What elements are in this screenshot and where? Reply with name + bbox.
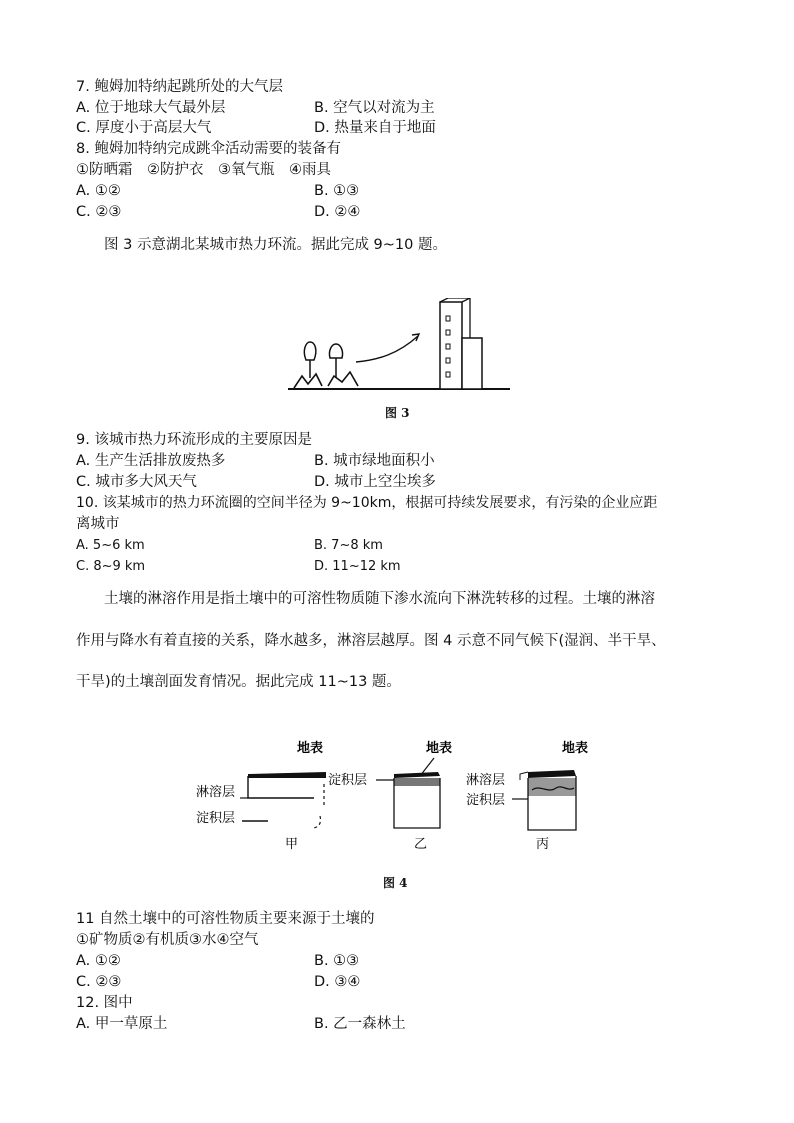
q8-option-d: D. ②④ [314, 204, 361, 220]
q8-option-c: C. ②③ [76, 204, 122, 220]
q10-option-d: D. 11~12 km [314, 559, 401, 574]
q10-option-c: C. 8~9 km [76, 559, 146, 574]
q10-option-b: B. 7~8 km [314, 538, 383, 553]
jia-surface-label: 地表 [297, 741, 324, 756]
yi-label: 乙 [414, 837, 428, 852]
q10-stem-line1: 10. 该某城市的热力环流圈的空间半径为 9~10km，根据可持续发展要求，有污染的企业应距 [76, 495, 658, 511]
jia-leach-label: 淋溶层 [196, 785, 236, 800]
q9-option-d: D. 城市上空尘埃多 [314, 474, 436, 490]
bing-label: 丙 [536, 837, 550, 852]
intro-figure-4-line2: 作用与降水有着直接的关系，降水越多，淋溶层越厚。图 4 示意不同气候下(湿润、半干旱、 [76, 633, 666, 649]
q11-stem: 11 自然土壤中的可溶性物质主要来源于土壤的 [76, 911, 375, 927]
yi-surface-label: 地表 [426, 741, 453, 756]
q10-option-a: A. 5~6 km [76, 538, 145, 553]
q7-option-a: A. 位于地球大气最外层 [76, 100, 226, 116]
q8-items: ①防晒霜 ②防护衣 ③氧气瓶 ④雨具 [76, 162, 331, 178]
figure-4-caption: 图 4 [383, 876, 408, 890]
q7-stem: 7. 鲍姆加特纳起跳所处的大气层 [76, 79, 283, 95]
q10-stem-line2: 离城市 [76, 516, 120, 532]
figure-4-soil-profiles [190, 736, 610, 856]
yi-deposit-label: 淀积层 [328, 773, 368, 788]
figure-3-heat-circulation [288, 298, 510, 394]
q12-option-b: B. 乙一森林土 [314, 1016, 406, 1032]
jia-deposit-label: 淀积层 [196, 811, 236, 826]
q8-stem: 8. 鲍姆加特纳完成跳伞活动需要的装备有 [76, 141, 341, 157]
q9-stem: 9. 该城市热力环流形成的主要原因是 [76, 432, 312, 448]
q9-option-a: A. 生产生活排放废热多 [76, 453, 226, 469]
q12-stem: 12. 图中 [76, 995, 133, 1011]
q11-items: ①矿物质②有机质③水④空气 [76, 932, 259, 948]
q8-option-b: B. ①③ [314, 183, 360, 199]
bing-leach-label: 淋溶层 [466, 773, 506, 788]
q8-option-a: A. ①② [76, 183, 121, 199]
intro-figure-4-line3: 干旱)的土壤剖面发育情况。据此完成 11~13 题。 [76, 674, 401, 690]
q11-option-c: C. ②③ [76, 974, 122, 990]
q11-option-b: B. ①③ [314, 953, 360, 969]
jia-label: 甲 [285, 837, 299, 852]
q7-option-b: B. 空气以对流为主 [314, 100, 435, 116]
bing-surface-label: 地表 [562, 741, 589, 756]
bing-deposit-label: 淀积层 [466, 793, 506, 808]
q9-option-b: B. 城市绿地面积小 [314, 453, 435, 469]
q11-option-d: D. ③④ [314, 974, 361, 990]
q7-option-d: D. 热量来自于地面 [314, 120, 436, 136]
intro-figure-4-line1: 土壤的淋溶作用是指土壤中的可溶性物质随下渗水流向下淋洗转移的过程。土壤的淋溶 [104, 591, 655, 607]
intro-figure-3: 图 3 示意湖北某城市热力环流。据此完成 9~10 题。 [104, 237, 447, 253]
q12-option-a: A. 甲一草原土 [76, 1016, 168, 1032]
q7-option-c: C. 厚度小于高层大气 [76, 120, 212, 136]
figure-3-caption: 图 3 [385, 406, 410, 420]
q11-option-a: A. ①② [76, 953, 121, 969]
q9-option-c: C. 城市多大风天气 [76, 474, 197, 490]
